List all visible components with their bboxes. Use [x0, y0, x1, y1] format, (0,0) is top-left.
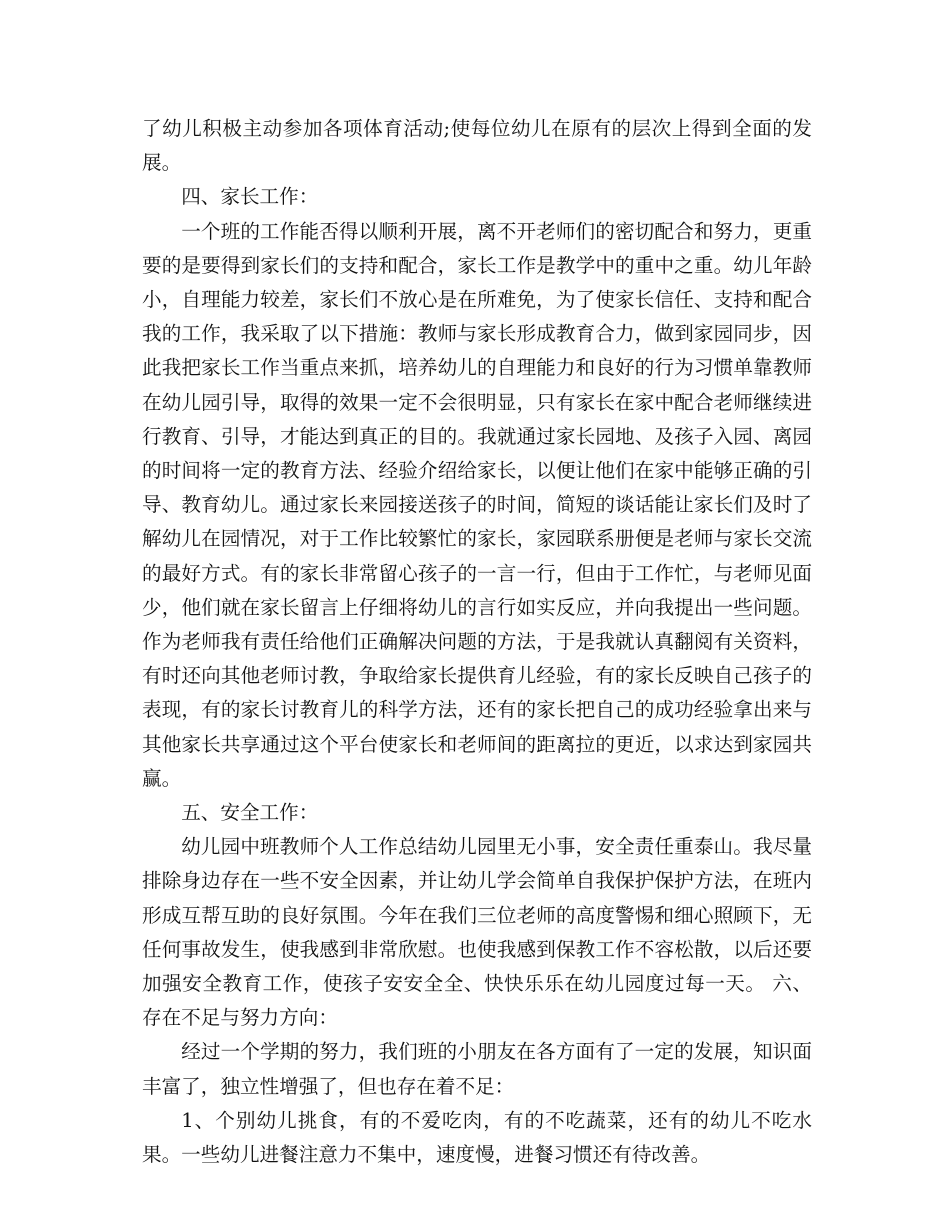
paragraph-shortcomings-intro: 经过一个学期的努力，我们班的小朋友在各方面有了一定的发展，知识面丰富了，独立性增强了，但也存在着不足： [142, 1040, 812, 1098]
section-heading-safety-work: 五、安全工作： [181, 801, 319, 825]
paragraph-parent-work: 一个班的工作能否得以顺利开展，离不开老师们的密切配合和努力，更重要的是要得到家长们的支持和配合，家长工作是教学中的重中之重。幼儿年龄小，自理能力较差，家长们不放心是在所难免，为了使家长信任、支持和配合我的工作，我采取了以下措施：教师与家长形成教育合力，做到家园同步，因此我把家长工作当重点来抓，培养幼儿的自理能力和良好的行为习惯单靠教师在幼儿园引导，取得的效果一定不会很明显，只有家长在家中配合老师继续进行教育、引导，才能达到真正的目的。我就通过家长园地、及孩子入园、离园的时间将一定的教育方法、经验介绍给家长，以便让他们在家中能够正确的引导、教育幼儿。通过家长来园接送孩子的时间，简短的谈话能让家长们及时了解幼儿在园情况，对于工作比较繁忙的家长，家园联系册便是老师与家长交流的最好方式。有的家长非常留心孩子的一言一行，但由于工作忙，与老师见面少，他们就在家长留言上仔细将幼儿的言行如实反应，并向我提出一些问题。作为老师我有责任给他们正确解决问题的方法，于是我就认真翻阅有关资料，有时还向其他老师讨教，争取给家长提供育儿经验，有的家长反映自己孩子的表现，有的家长讨教育儿的科学方法，还有的家长把自己的成功经验拿出来与其他家长共享通过这个平台使家长和老师间的距离拉的更近，以求达到家园共赢。 [142, 219, 812, 790]
document-body [142, 112, 812, 1172]
paragraph-continuation: 了幼儿积极主动参加各项体育活动;使每位幼儿在原有的层次上得到全面的发展。 [142, 117, 812, 175]
paragraph-safety-work: 幼儿园中班教师个人工作总结幼儿园里无小事，安全责任重泰山。我尽量排除身边存在一些不安全因素，并让幼儿学会简单自我保护保护方法，在班内形成互帮互助的良好氛围。今年在我们三位老师的高度警惕和细心照顾下，无任何事故发生，使我感到非常欣慰。也使我感到保教工作不容松散，以后还要加强安全教育工作，使孩子安安全全、快快乐乐在幼儿园度过每一天。 六、存在不足与努力方向： [142, 835, 812, 1030]
section-heading-parent-work: 四、家长工作： [181, 185, 319, 209]
paragraph-shortcoming-1: 1、个别幼儿挑食，有的不爱吃肉，有的不吃蔬菜，还有的幼儿不吃水果。一些幼儿进餐注意力不集中，速度慢，进餐习惯还有待改善。 [142, 1108, 812, 1167]
